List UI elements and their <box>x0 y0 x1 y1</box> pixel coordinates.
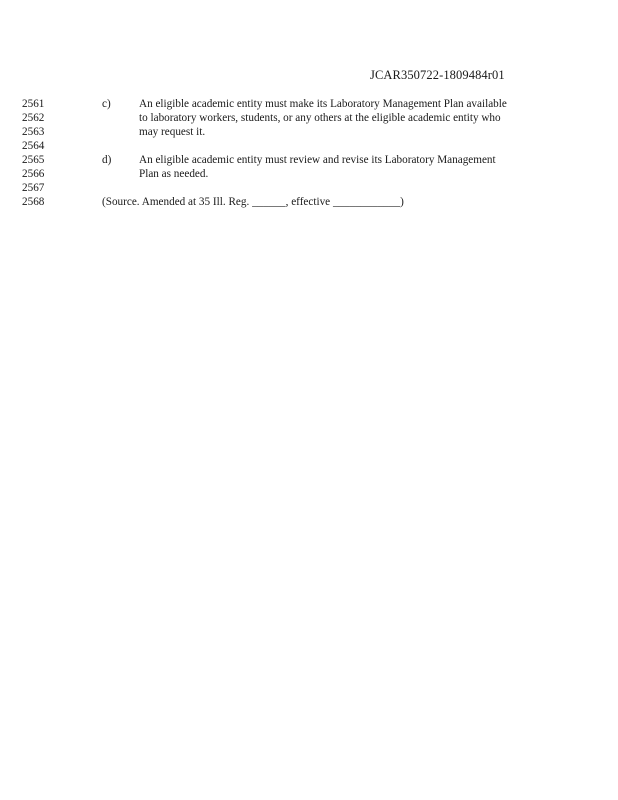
document-line <box>0 97 618 111</box>
document-code: JCAR350722-1809484r01 <box>370 68 505 82</box>
line-text: may request it. <box>139 126 206 138</box>
document-line <box>0 111 618 125</box>
document-line <box>0 167 618 181</box>
source-note: (Source. Amended at 35 Ill. Reg. ______, effective ____________) <box>102 196 404 208</box>
line-number: 2563 <box>22 126 45 138</box>
line-number: 2564 <box>22 140 45 152</box>
document-line <box>0 195 618 209</box>
line-number: 2566 <box>22 168 45 180</box>
line-text: An eligible academic entity must make its Laboratory Management Plan available <box>139 98 507 110</box>
line-text: An eligible academic entity must review and revise its Laboratory Management <box>139 154 496 166</box>
line-text: to laboratory workers, students, or any others at the eligible academic entity who <box>139 112 501 124</box>
document-line <box>0 153 618 167</box>
subsection-marker: c) <box>102 98 111 110</box>
line-number: 2562 <box>22 112 45 124</box>
line-number: 2568 <box>22 196 45 208</box>
document-line <box>0 125 618 139</box>
document-line <box>0 181 618 195</box>
line-text: Plan as needed. <box>139 168 209 180</box>
document-line <box>0 139 618 153</box>
line-number: 2565 <box>22 154 45 166</box>
line-number: 2561 <box>22 98 45 110</box>
subsection-marker: d) <box>102 154 112 166</box>
line-number: 2567 <box>22 182 45 194</box>
